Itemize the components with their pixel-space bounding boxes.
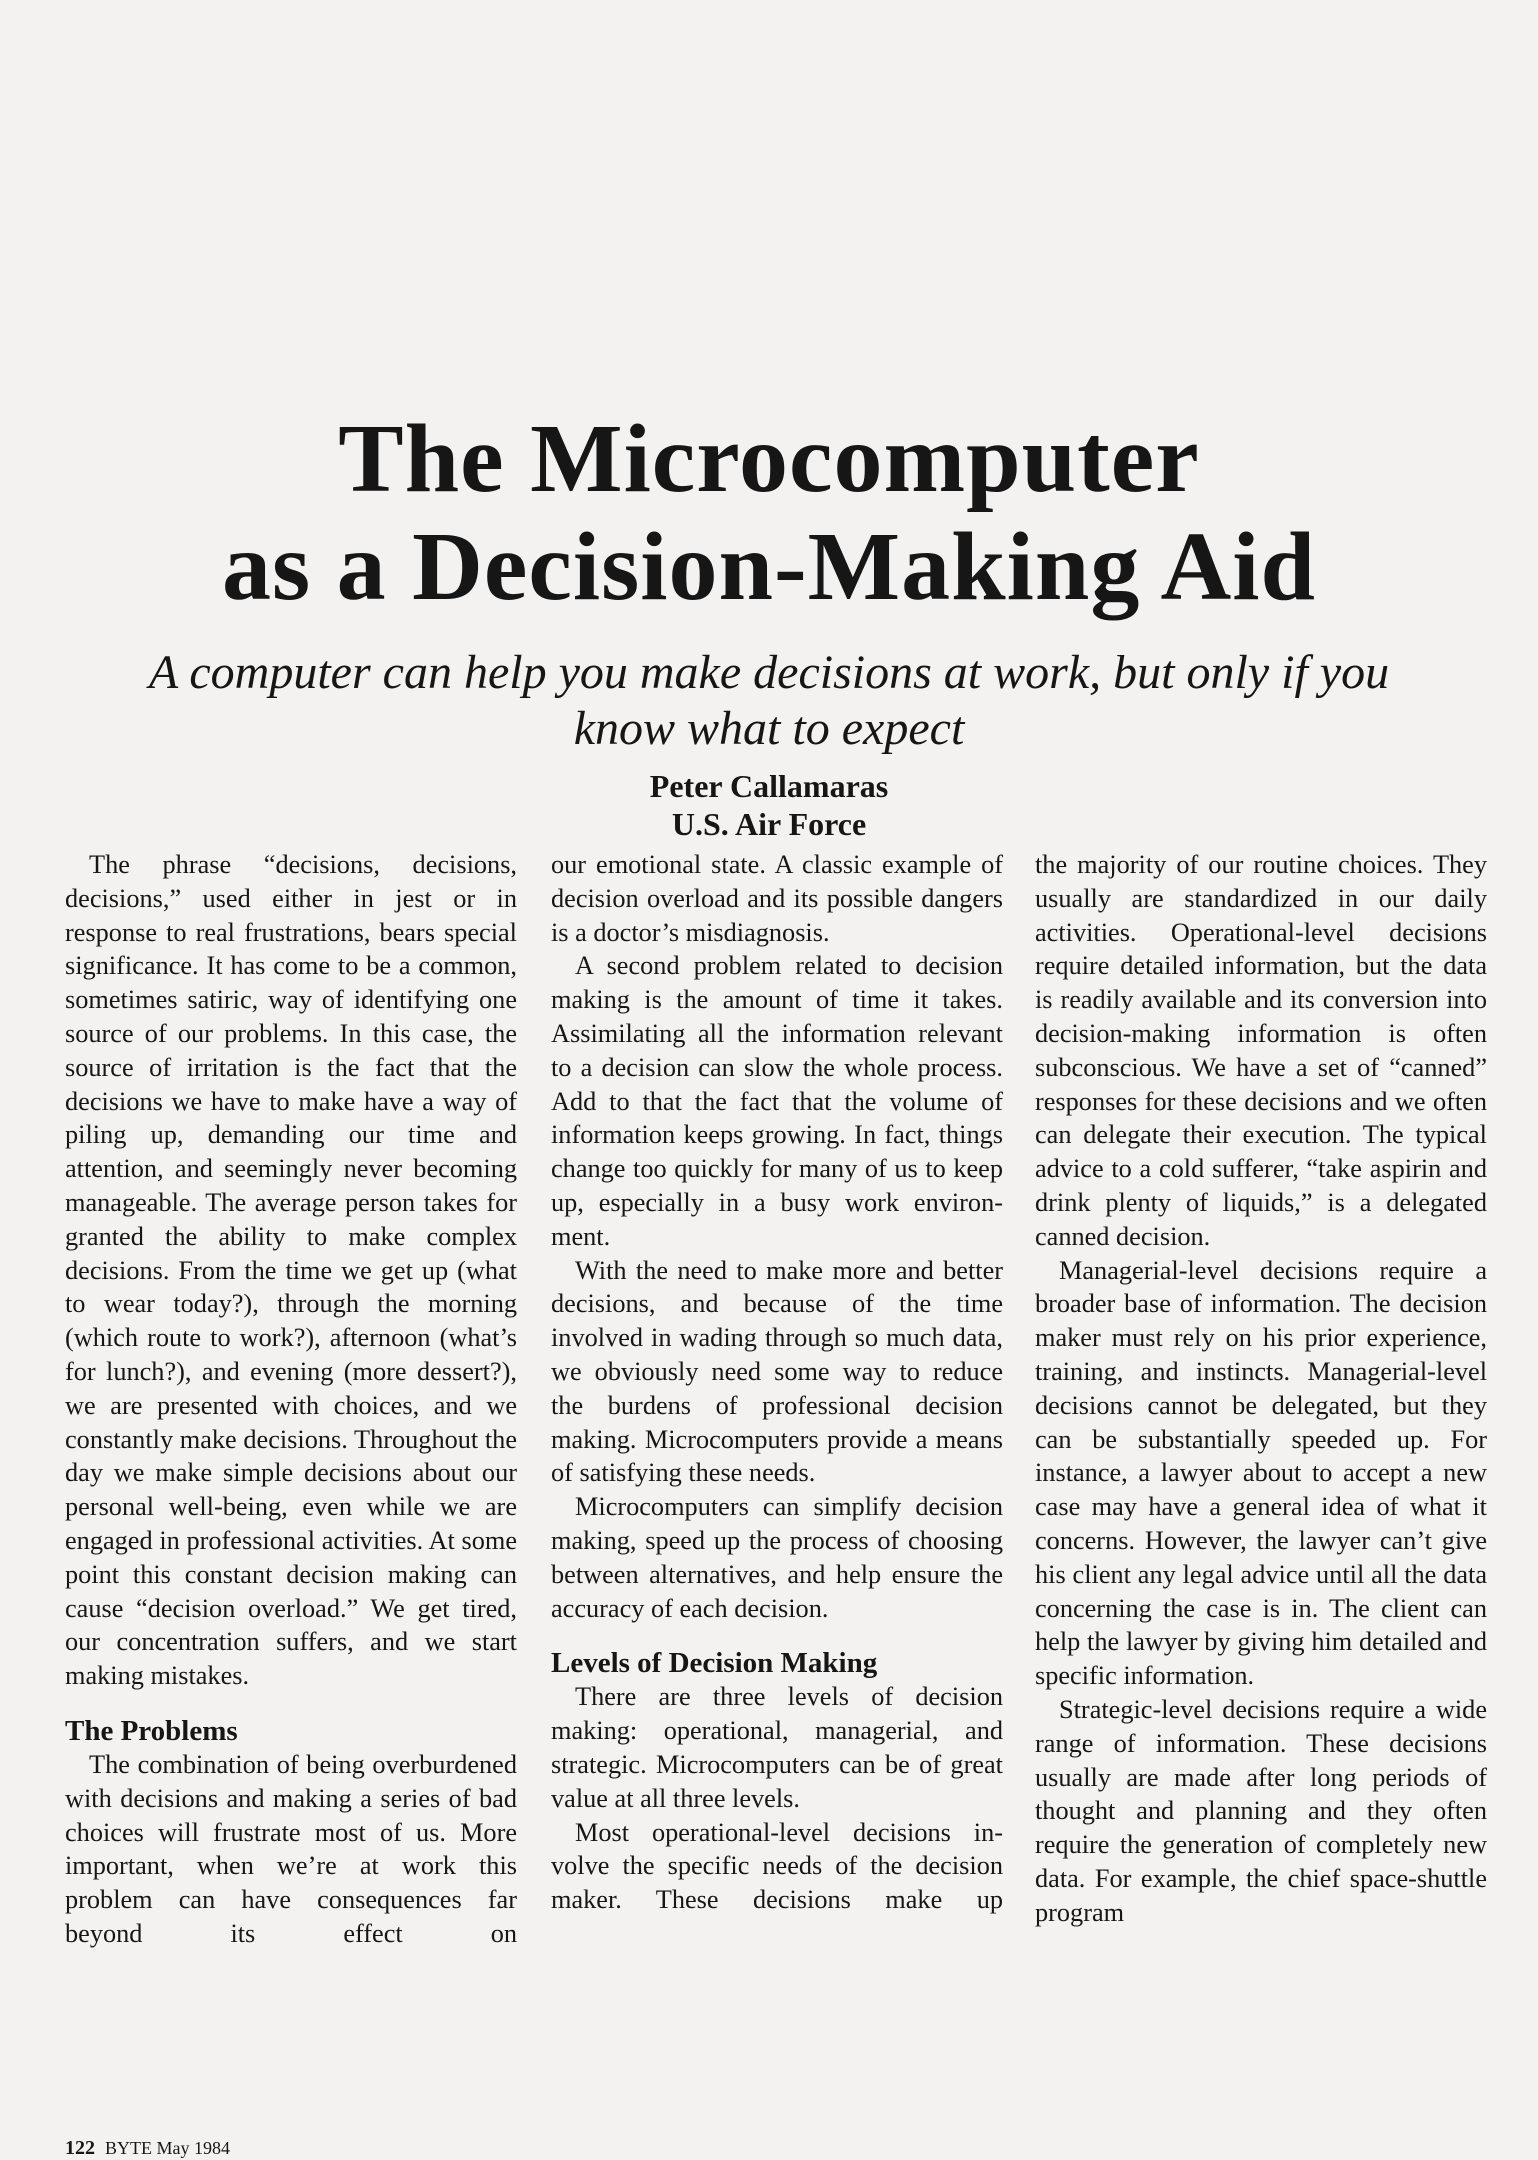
problems-paragraph-2: A second problem related to decision making is the amount of time it takes. Assimilating all the information relevant to a decision can slow the whole process. Add to that the fact that the volume of information keeps growing. In fact, things change too quickly for many of us to keep up, especially in a busy work environment. xyxy=(551,951,1003,1251)
author-affiliation: U.S. Air Force xyxy=(671,806,867,842)
levels-paragraph-2: Most operational-level decisions involve the specific needs of the decision maker. These decisions make up xyxy=(551,1817,1003,1915)
column-2 xyxy=(551,848,1003,1917)
byline xyxy=(0,767,1538,843)
problems-paragraph-1-continued: our emotional state. A classic example of decision overload and its possible dangers is a doctor’s misdiagnosis. xyxy=(551,850,1003,947)
title-line-2: as a Decision-Making Aid xyxy=(222,513,1316,621)
column-3 xyxy=(1035,848,1487,1930)
author-name: Peter Callamaras xyxy=(649,768,889,804)
publication-date: BYTE May 1984 xyxy=(105,2138,230,2158)
levels-paragraph-3: Managerial-level decisions require a broader base of information. The decision maker must rely on his prior experience, training, and instincts. Managerial-level decisions cannot be delegated, but they can be substantially speeded up. For instance, a lawyer about to accept a new case may have a general idea of what it concerns. However, the lawyer can’t give his client any legal advice until all the data concerning the case is in. The client can help the lawyer by giving him detailed and specific information. xyxy=(1035,1255,1487,1691)
subtitle-line-1: A computer can help you make decisions at work, but only if you xyxy=(148,646,1390,699)
subtitle-line-2: know what to expect xyxy=(573,702,965,755)
heading-the-problems: The Problems xyxy=(65,1714,238,1747)
article-subtitle xyxy=(40,645,1498,757)
page-footer xyxy=(65,2138,230,2158)
problems-paragraph-3: With the need to make more and better decisions, and because of the time involved in wading through so much data, we obviously need some way to reduce the burdens of professional decision making. Microcomputers provide a means of satisfying these needs. xyxy=(551,1255,1003,1488)
intro-paragraph: The phrase “decisions, decisions, decisions,” used either in jest or in response to real frustrations, bears special significance. It has come to be a common, sometimes satiric, way of identifying one source of our problems. In this case, the source of irritation is the fact that the decisions we have to make have a way of piling up, demanding our time and attention, and seemingly never becoming manageable. The average person takes for granted the ability to make complex decisions. From the time we get up (what to wear today?), through the morning (which route to work?), afternoon (what’s for lunch?), and evening (more dessert?), we are presented with choices, and we constantly make decisions. Throughout the day we make simple decisions about our personal well-being, even while we are engaged in professional activities. At some point this constant decision making can cause “decision overload.” We get tired, our concentration suffers, and we start making mistakes. xyxy=(65,850,517,1691)
column-1 xyxy=(65,848,517,1951)
problems-paragraph-1: The combination of being overburdened with decisions and making a series of bad choices will frustrate most of us. More important, when we’re at work this problem can have consequences far beyond its effect on xyxy=(65,1749,517,1948)
levels-paragraph-2-continued: the majority of our routine choices. They usually are standardized in our daily activities. Operational-level decisions require detailed information, but the data is readily available and its conversion into decision-making information is often subconscious. We have a set of “canned” responses for these decisions and we often can delegate their execution. The typical advice to a cold sufferer, “take aspirin and drink plenty of liquids,” is a delegated canned decision. xyxy=(1035,850,1487,1251)
article-title xyxy=(0,405,1538,621)
title-line-1: The Microcomputer xyxy=(338,405,1200,513)
page-number: 122 xyxy=(65,2137,95,2159)
levels-paragraph-4: Strategic-level decisions require a wide range of information. These decisions usually are made after long periods of thought and planning and they often require the generation of completely new data. For example, the chief space-shuttle program xyxy=(1035,1694,1487,1927)
levels-paragraph-1: There are three levels of decision making: operational, managerial, and strategic. Microcomputers can be of great value at all three levels. xyxy=(551,1682,1003,1813)
problems-paragraph-4: Microcomputers can simplify decision making, speed up the process of choosing between alternatives, and help ensure the accuracy of each decision. xyxy=(551,1492,1003,1623)
heading-levels-of-decision-making: Levels of Decision Making xyxy=(551,1647,878,1680)
